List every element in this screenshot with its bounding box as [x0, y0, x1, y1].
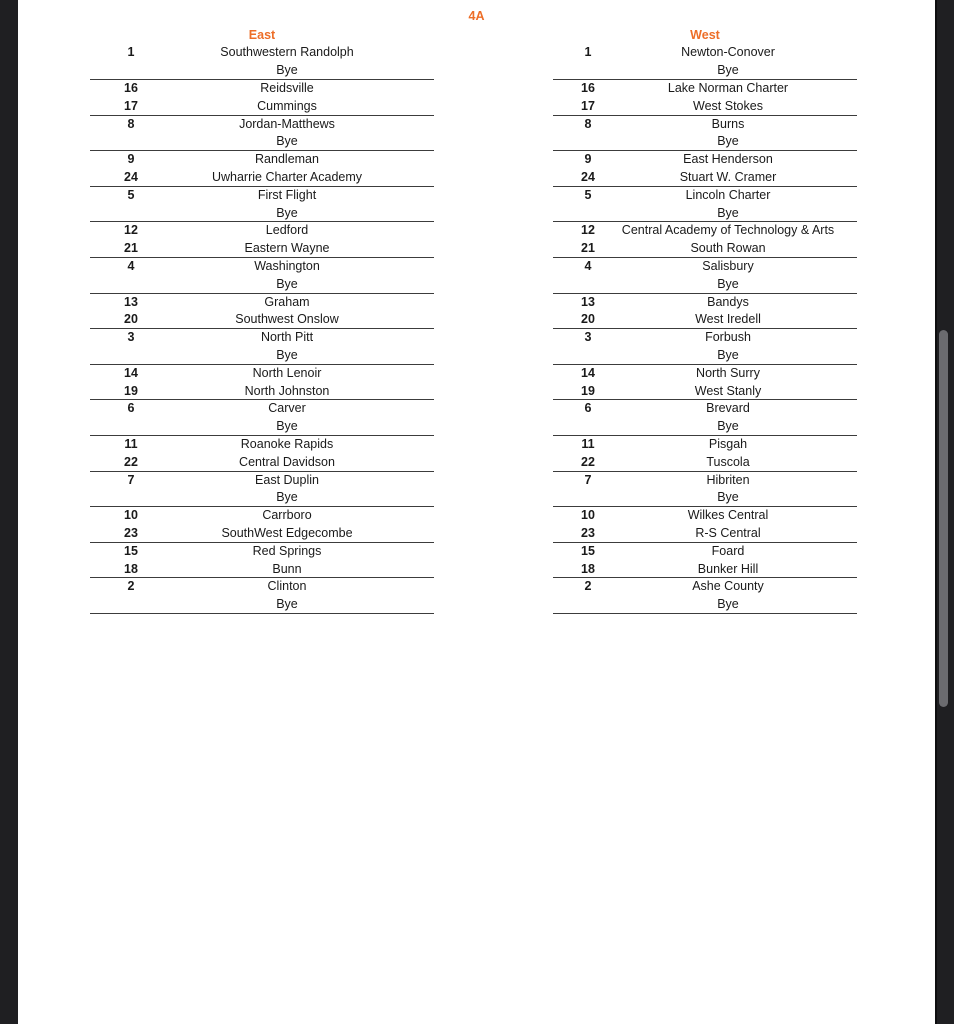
bracket-pair — [553, 294, 857, 330]
team-name: SouthWest Edgecombe — [221, 525, 353, 540]
bracket-row — [553, 454, 857, 472]
bracket-row — [90, 561, 434, 579]
seed-number: 19 — [581, 383, 595, 398]
bracket-pair — [90, 44, 434, 80]
seed-number: 15 — [581, 543, 595, 558]
bracket-row — [553, 133, 857, 151]
team-name: Pisgah — [708, 436, 748, 451]
seed-number: 19 — [124, 383, 138, 398]
team-name: Bye — [717, 597, 739, 612]
bracket-row — [90, 329, 434, 347]
bracket-pair — [90, 187, 434, 223]
team-name: First Flight — [257, 187, 317, 202]
team-name: Bye — [717, 134, 739, 149]
bracket-pair — [553, 222, 857, 258]
team-name: Bye — [276, 419, 298, 434]
bracket-row — [90, 294, 434, 312]
bracket-row — [90, 258, 434, 276]
seed-number: 20 — [581, 312, 595, 327]
seed-number: 4 — [584, 258, 592, 273]
seed-number: 2 — [584, 579, 592, 594]
seed-number: 7 — [127, 472, 135, 487]
bracket-row — [553, 311, 857, 329]
document-page — [18, 0, 935, 1024]
west-column-header: West — [690, 27, 720, 42]
bracket-pair — [553, 151, 857, 187]
seed-number: 17 — [124, 98, 138, 113]
team-name: Bye — [276, 276, 298, 291]
bracket-pair — [90, 151, 434, 187]
bracket-row — [553, 561, 857, 579]
team-name: Cummings — [257, 98, 317, 113]
bracket-pair — [553, 578, 857, 614]
bracket-pair — [90, 365, 434, 401]
bracket-row — [553, 240, 857, 258]
seed-number: 8 — [127, 116, 135, 131]
team-name: Carver — [268, 401, 306, 416]
seed-number: 12 — [124, 223, 138, 238]
bracket-row — [90, 596, 434, 614]
seed-number: 20 — [124, 312, 138, 327]
bracket-pair — [553, 329, 857, 365]
seed-number: 21 — [124, 241, 138, 256]
bracket-row — [553, 205, 857, 223]
bracket-row — [90, 525, 434, 543]
bracket-pair — [90, 329, 434, 365]
team-name: Salisbury — [702, 258, 754, 273]
bracket-row — [90, 44, 434, 62]
seed-number: 10 — [124, 508, 138, 523]
bracket-pair — [553, 258, 857, 294]
team-name: Brevard — [706, 401, 750, 416]
team-name: Forbush — [705, 330, 751, 345]
seed-number: 13 — [124, 294, 138, 309]
team-name: Jordan-Matthews — [239, 116, 335, 131]
team-name: Roanoke Rapids — [240, 436, 334, 451]
seed-number: 6 — [584, 401, 592, 416]
team-name: Carrboro — [262, 508, 312, 523]
team-name: Bye — [717, 490, 739, 505]
seed-number: 23 — [581, 525, 595, 540]
bracket-row — [553, 436, 857, 454]
bracket-row — [90, 454, 434, 472]
bracket-pair — [90, 578, 434, 614]
seed-number: 11 — [581, 436, 595, 451]
seed-number: 18 — [124, 561, 138, 576]
bracket-pair — [553, 44, 857, 80]
seed-number: 8 — [584, 116, 592, 131]
team-name: Bye — [276, 63, 298, 78]
team-name: Bye — [276, 597, 298, 612]
seed-number: 9 — [584, 152, 592, 167]
bracket-row — [553, 116, 857, 134]
team-name: Clinton — [267, 579, 307, 594]
seed-number: 15 — [124, 543, 138, 558]
seed-number: 13 — [581, 294, 595, 309]
team-name: Red Springs — [252, 543, 322, 558]
bracket-pair — [90, 258, 434, 294]
seed-number: 5 — [127, 187, 135, 202]
team-name: North Surry — [696, 365, 760, 380]
team-name: South Rowan — [690, 241, 766, 256]
bracket-row — [90, 489, 434, 507]
bracket-row — [553, 365, 857, 383]
seed-number: 1 — [127, 45, 135, 60]
seed-number: 22 — [124, 454, 138, 469]
scrollbar-track[interactable] — [937, 0, 954, 1024]
bracket-row — [90, 311, 434, 329]
bracket-row — [553, 472, 857, 490]
team-name: Tuscola — [706, 454, 750, 469]
team-name: North Lenoir — [252, 365, 322, 380]
seed-number: 21 — [581, 241, 595, 256]
bracket-row — [553, 525, 857, 543]
team-name: Hibriten — [706, 472, 750, 487]
bracket-column-west — [553, 27, 857, 614]
team-name: Stuart W. Cramer — [679, 169, 777, 184]
team-name: East Duplin — [255, 472, 319, 487]
bracket-row — [90, 205, 434, 223]
team-name: Bandys — [707, 294, 749, 309]
team-name: Reidsville — [260, 80, 314, 95]
team-name: Bye — [717, 276, 739, 291]
bracket-row — [90, 347, 434, 365]
seed-number: 3 — [127, 330, 135, 345]
bracket-row — [553, 383, 857, 401]
bracket-pair — [553, 400, 857, 436]
bracket-row — [90, 80, 434, 98]
bracket-row — [553, 543, 857, 561]
team-name: East Henderson — [683, 152, 773, 167]
team-name: Southwestern Randolph — [220, 45, 354, 60]
seed-number: 1 — [584, 45, 592, 60]
bracket-row — [553, 44, 857, 62]
bracket-row — [553, 347, 857, 365]
bracket-pair — [90, 80, 434, 116]
seed-number: 22 — [581, 454, 595, 469]
team-name: Bye — [717, 347, 739, 362]
bracket-row — [553, 418, 857, 436]
bracket-pair — [90, 116, 434, 152]
bracket-row — [553, 187, 857, 205]
page-title: 4A — [468, 9, 485, 23]
seed-number: 24 — [124, 169, 138, 184]
team-name: West Stokes — [693, 98, 763, 113]
bracket-row — [90, 507, 434, 525]
team-name: Lincoln Charter — [685, 187, 771, 202]
bracket-row — [90, 98, 434, 116]
bracket-row — [553, 62, 857, 80]
team-name: Burns — [711, 116, 745, 131]
team-name: Southwest Onslow — [235, 312, 339, 327]
team-name: Newton-Conover — [681, 45, 775, 60]
seed-number: 14 — [581, 365, 595, 380]
seed-number: 16 — [581, 80, 595, 95]
team-name: Bye — [717, 419, 739, 434]
team-name: Central Academy of Technology & Arts — [621, 223, 835, 238]
bracket-row — [90, 133, 434, 151]
bracket-row — [553, 98, 857, 116]
bracket-row — [90, 472, 434, 490]
bracket-row — [90, 543, 434, 561]
seed-number: 16 — [124, 80, 138, 95]
team-name: Lake Norman Charter — [667, 80, 789, 95]
team-name: West Iredell — [695, 312, 761, 327]
viewer-left-edge — [0, 0, 18, 1024]
bracket-pair — [553, 187, 857, 223]
bracket-row — [90, 418, 434, 436]
bracket-pair — [90, 472, 434, 508]
team-name: Randleman — [255, 152, 319, 167]
team-name: R-S Central — [695, 525, 761, 540]
bracket-pair — [553, 365, 857, 401]
team-name: North Johnston — [244, 383, 330, 398]
seed-number: 24 — [581, 169, 595, 184]
bracket-row — [553, 276, 857, 294]
team-name: Bye — [276, 490, 298, 505]
bracket-pair — [90, 294, 434, 330]
bracket-pair — [553, 507, 857, 543]
bracket-row — [90, 578, 434, 596]
team-name: Bye — [717, 63, 739, 78]
bracket-row — [553, 578, 857, 596]
team-name: Wilkes Central — [687, 508, 769, 523]
team-name: Washington — [254, 258, 320, 273]
bracket-row — [90, 151, 434, 169]
team-name: Bunn — [272, 561, 302, 576]
bracket-row — [90, 400, 434, 418]
seed-number: 7 — [584, 472, 592, 487]
team-name: Eastern Wayne — [244, 241, 330, 256]
seed-number: 9 — [127, 152, 135, 167]
bracket-row — [553, 151, 857, 169]
seed-number: 11 — [124, 436, 138, 451]
bracket-row — [90, 436, 434, 454]
bracket-row — [90, 383, 434, 401]
seed-number: 12 — [581, 223, 595, 238]
seed-number: 3 — [584, 330, 592, 345]
bracket-pair — [553, 543, 857, 579]
seed-number: 5 — [584, 187, 592, 202]
bracket-row — [90, 240, 434, 258]
seed-number: 14 — [124, 365, 138, 380]
bracket-row — [90, 276, 434, 294]
bracket-column-east — [90, 27, 434, 614]
west-column-pairs — [553, 44, 857, 614]
bracket-pair — [553, 116, 857, 152]
seed-number: 18 — [581, 561, 595, 576]
bracket-pair — [90, 222, 434, 258]
team-name: Bye — [276, 134, 298, 149]
bracket-row — [553, 507, 857, 525]
bracket-pair — [90, 507, 434, 543]
bracket-row — [90, 187, 434, 205]
east-column-pairs — [90, 44, 434, 614]
team-name: Bye — [276, 205, 298, 220]
bracket-row — [553, 169, 857, 187]
team-name: Uwharrie Charter Academy — [211, 169, 363, 184]
bracket-row — [553, 489, 857, 507]
bracket-pair — [553, 80, 857, 116]
team-name: Graham — [264, 294, 310, 309]
bracket-pair — [90, 436, 434, 472]
team-name: Bye — [717, 205, 739, 220]
team-name: Ledford — [265, 223, 309, 238]
seed-number: 17 — [581, 98, 595, 113]
bracket-row — [553, 329, 857, 347]
bracket-row — [90, 222, 434, 240]
bracket-row — [553, 80, 857, 98]
bracket-pair — [553, 472, 857, 508]
team-name: Bunker Hill — [697, 561, 759, 576]
bracket-row — [553, 222, 857, 240]
bracket-row — [90, 365, 434, 383]
scrollbar-thumb[interactable] — [939, 330, 948, 707]
east-column-header: East — [248, 27, 276, 42]
bracket-row — [90, 169, 434, 187]
bracket-pair — [90, 543, 434, 579]
bracket-row — [90, 62, 434, 80]
bracket-pair — [90, 400, 434, 436]
team-name: Central Davidson — [239, 454, 335, 469]
bracket-pair — [553, 436, 857, 472]
team-name: West Stanly — [694, 383, 762, 398]
team-name: Foard — [711, 543, 745, 558]
seed-number: 23 — [124, 525, 138, 540]
bracket-row — [553, 294, 857, 312]
bracket-row — [553, 258, 857, 276]
seed-number: 4 — [127, 258, 135, 273]
seed-number: 10 — [581, 508, 595, 523]
team-name: Bye — [276, 347, 298, 362]
team-name: North Pitt — [260, 330, 314, 345]
seed-number: 6 — [127, 401, 135, 416]
bracket-row — [553, 400, 857, 418]
bracket-row — [90, 116, 434, 134]
seed-number: 2 — [127, 579, 135, 594]
team-name: Ashe County — [692, 579, 764, 594]
bracket-row — [553, 596, 857, 614]
